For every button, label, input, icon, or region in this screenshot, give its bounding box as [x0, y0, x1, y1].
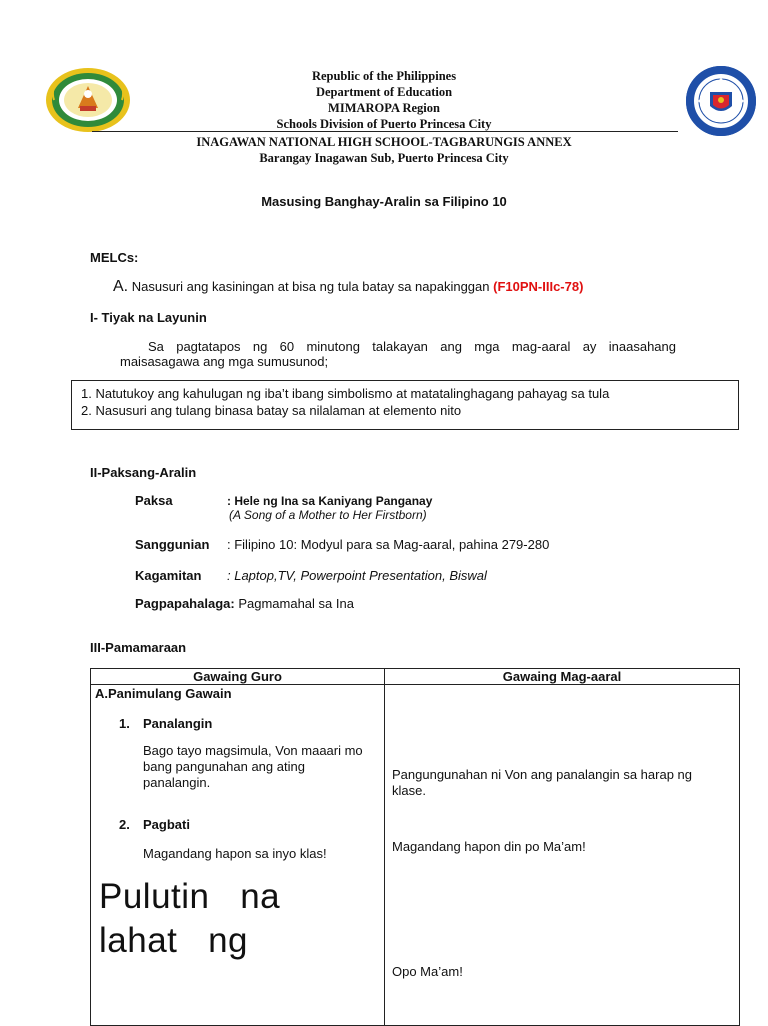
paksa-label: Paksa	[135, 493, 173, 508]
section1-intro-line1: Sa pagtatapos ng 60 minutong talakayan ang mga mag-aaral ay inaasahang	[148, 339, 676, 354]
item1-text: Bago tayo magsimula, Von maaari mo bang pangunahan ang ating panalangin.	[143, 743, 363, 790]
melcs-letter: A.	[113, 278, 129, 295]
table-header-row	[91, 669, 740, 685]
sanggunian-label: Sanggunian	[135, 537, 210, 552]
sanggunian-value: : Filipino 10: Modyul para sa Mag-aaral, pahina 279-280	[227, 537, 550, 552]
response-panalangin: Pangungunahan ni Von ang panalangin sa harap ng klase.	[392, 767, 692, 798]
document-title: Masusing Banghay-Aralin sa Filipino 10	[261, 194, 507, 209]
kagamitan-value: : Laptop,TV, Powerpoint Presentation, Biswal	[227, 568, 487, 583]
kagamitan-label: Kagamitan	[135, 568, 202, 583]
item1-number: 1.	[119, 716, 130, 731]
melcs-code: (F10PN-IIIc-78)	[493, 279, 584, 294]
melcs-label: MELCs:	[90, 250, 139, 265]
section1-intro-line2: maisasagawa ang mga sumusunod;	[120, 354, 329, 369]
magaaral-cell	[385, 685, 740, 1026]
procedure-table	[90, 668, 740, 1026]
guro-cell	[91, 685, 385, 1026]
section3-title: III-Pamamaraan	[90, 640, 187, 655]
pagpapahalaga-value: Pagmamahal sa Ina	[238, 596, 354, 611]
panimulang-gawain-heading: A.Panimulang Gawain	[95, 686, 232, 701]
response-opo: Opo Ma’am!	[392, 964, 463, 979]
overlay-text-line1: Pulutin na	[99, 877, 281, 916]
header-department: Department of Education	[315, 85, 453, 99]
header-division: Schools Division of Puerto Princesa City	[276, 117, 492, 131]
pagpapahalaga-row	[135, 596, 354, 611]
col-header-guro: Gawaing Guro	[91, 669, 385, 685]
paksa-subtitle: (A Song of a Mother to Her Firstborn)	[229, 508, 427, 522]
item2-text: Magandang hapon sa inyo klas!	[143, 846, 327, 861]
overlay-text-line2: lahat ng	[99, 921, 248, 960]
header-divider	[92, 131, 678, 132]
item1-title: Panalangin	[143, 716, 213, 731]
section1-title: I- Tiyak na Layunin	[90, 310, 207, 325]
melcs-text: Nasusuri ang kasiningan at bisa ng tula batay sa napakinggan	[131, 279, 490, 294]
pagpapahalaga-label: Pagpapahalaga:	[135, 596, 235, 611]
response-pagbati: Magandang hapon din po Ma’am!	[392, 839, 586, 854]
header-school-address: Barangay Inagawan Sub, Puerto Princesa City	[259, 151, 509, 165]
header-region: MIMAROPA Region	[328, 101, 440, 115]
objective-item: 1. Natutukoy ang kahulugan ng iba’t ibang simbolismo at matatalinghagang pahayag sa tula	[81, 386, 610, 401]
paksa-value: : Hele ng Ina sa Kaniyang Panganay	[227, 494, 433, 508]
header-school-name: INAGAWAN NATIONAL HIGH SCHOOL-TAGBARUNGIS ANNEX	[196, 135, 572, 149]
melcs-item	[113, 278, 583, 296]
item2-number: 2.	[119, 817, 130, 832]
header-republic: Republic of the Philippines	[311, 69, 457, 83]
section2-title: II-Paksang-Aralin	[90, 465, 197, 480]
objective-item: 2. Nasusuri ang tulang binasa batay sa nilalaman at elemento nito	[81, 403, 462, 418]
item2-title: Pagbati	[143, 817, 190, 832]
objectives-box	[71, 380, 739, 430]
table-row	[91, 685, 740, 1026]
col-header-magaaral: Gawaing Mag-aaral	[385, 669, 740, 685]
